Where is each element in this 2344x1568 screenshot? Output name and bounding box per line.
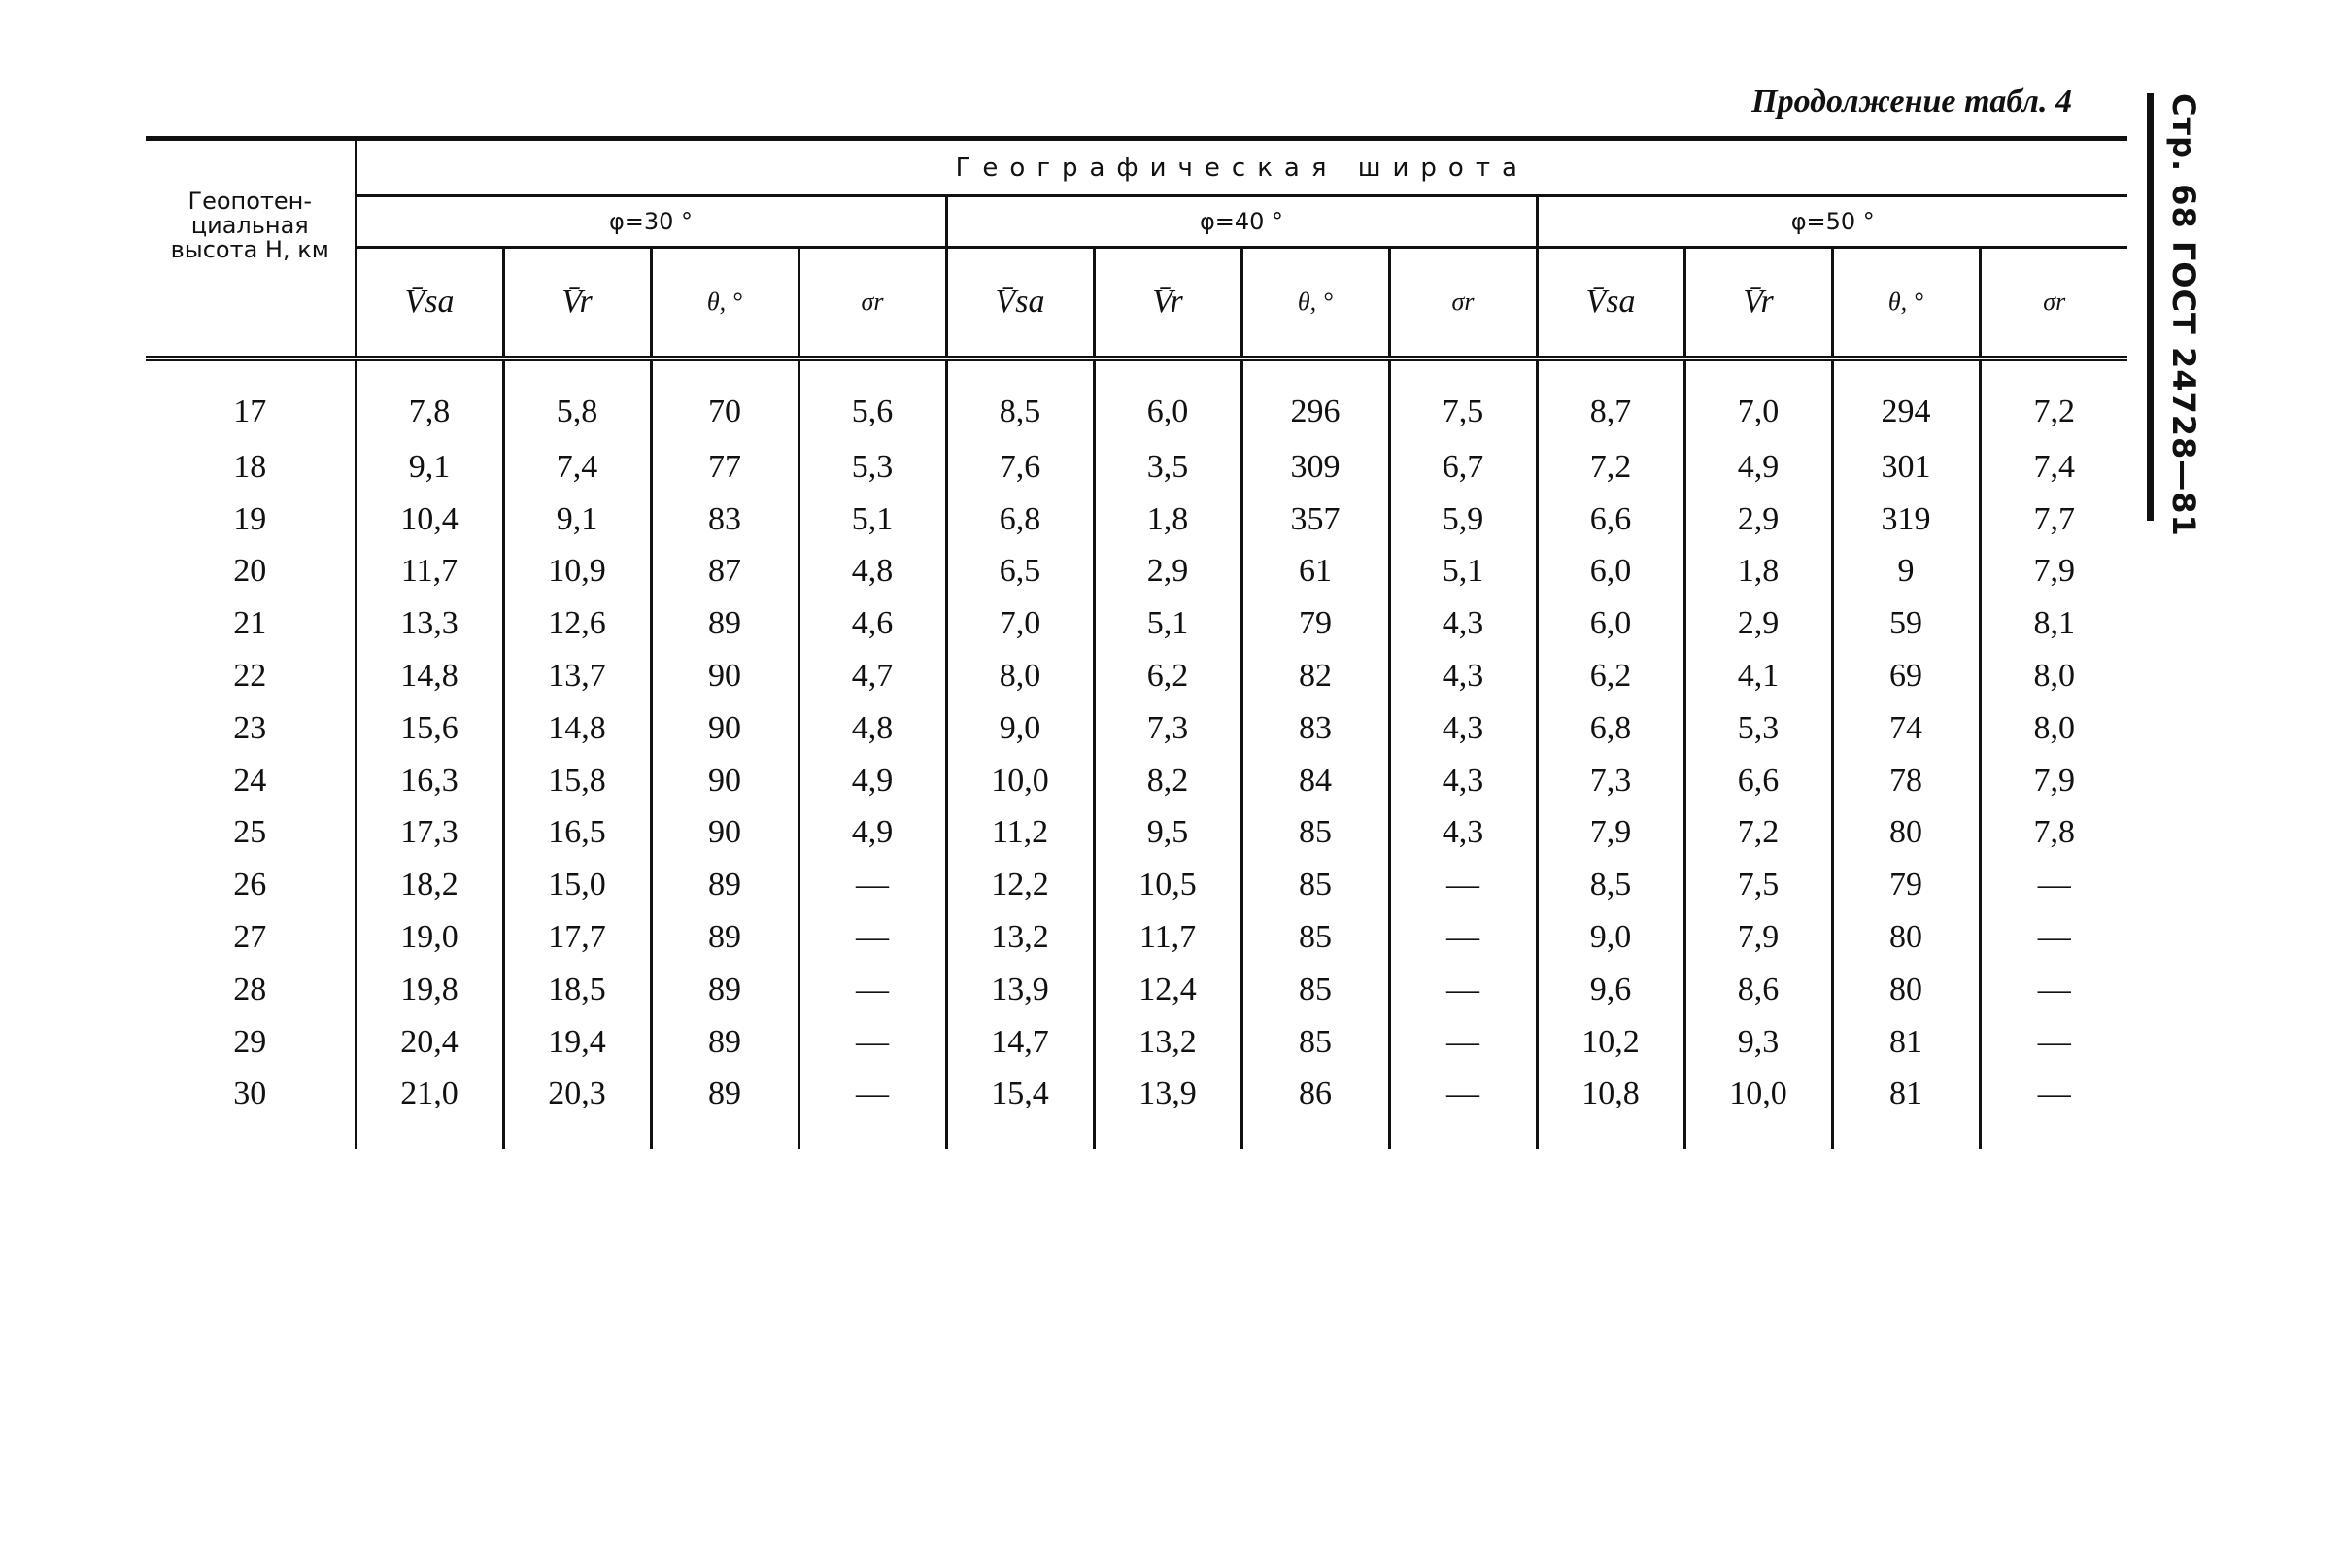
value-cell: 87: [651, 546, 798, 598]
spacer-cell: [1684, 1120, 1832, 1149]
value-cell: 19,4: [503, 1016, 651, 1069]
header-sigma: σr: [798, 248, 946, 359]
value-cell: 294: [1832, 358, 1980, 441]
value-cell: 10,8: [1537, 1069, 1684, 1121]
spacer-cell: [146, 1120, 356, 1149]
value-cell: 6,0: [1537, 546, 1684, 598]
value-cell: 4,9: [798, 755, 946, 807]
table-row: [146, 650, 2127, 702]
value-cell: 4,9: [1684, 441, 1832, 494]
value-cell: 13,7: [503, 650, 651, 702]
value-cell: 319: [1832, 494, 1980, 546]
value-cell: 2,9: [1094, 546, 1241, 598]
height-cell: 21: [146, 597, 356, 650]
value-cell: 10,9: [503, 546, 651, 598]
value-cell: 6,6: [1684, 755, 1832, 807]
value-cell: 14,7: [946, 1016, 1094, 1069]
value-cell: 21,0: [356, 1069, 503, 1121]
header-theta: θ, °: [1832, 248, 1980, 359]
spacer-cell: [356, 1120, 503, 1149]
value-cell: 10,0: [1684, 1069, 1832, 1121]
value-cell: 357: [1241, 494, 1389, 546]
value-cell: 6,2: [1537, 650, 1684, 702]
value-cell: 7,3: [1094, 702, 1241, 755]
value-cell: 5,1: [798, 494, 946, 546]
spacer-cell: [1832, 1120, 1980, 1149]
height-cell: 24: [146, 755, 356, 807]
value-cell: 81: [1832, 1069, 1980, 1121]
value-cell: 70: [651, 358, 798, 441]
value-cell: 16,3: [356, 755, 503, 807]
value-cell: 7,4: [2033, 448, 2075, 485]
value-cell: 12,4: [1094, 964, 1241, 1016]
table-row: [146, 546, 2127, 598]
value-cell: 86: [1241, 1069, 1389, 1121]
value-cell: 20,4: [356, 1016, 503, 1069]
value-cell: 79: [1241, 597, 1389, 650]
value-cell: 85: [1241, 807, 1389, 860]
spacer-cell: [651, 1120, 798, 1149]
header-lat-50: φ=50 °: [1537, 196, 2127, 248]
height-cell: 26: [146, 859, 356, 911]
table-row: [146, 755, 2127, 807]
value-cell: 9,5: [1094, 807, 1241, 860]
value-cell: 6,0: [1094, 358, 1241, 441]
value-cell: 5,3: [1684, 702, 1832, 755]
value-cell: 4,3: [1389, 702, 1537, 755]
value-cell: 7,5: [1684, 859, 1832, 911]
spacer-cell: [798, 1120, 946, 1149]
value-cell: 5,1: [1389, 546, 1537, 598]
height-cell: 18: [146, 441, 356, 494]
value-cell: 12,2: [946, 859, 1094, 911]
spacer-cell: [503, 1120, 651, 1149]
table-row: [146, 964, 2127, 1016]
value-cell: 15,0: [503, 859, 651, 911]
table-row: [146, 597, 2127, 650]
height-cell: 27: [146, 911, 356, 964]
value-cell: 17,7: [503, 911, 651, 964]
value-cell: 6,0: [1537, 597, 1684, 650]
spacer-cell: [1980, 1120, 2127, 1149]
value-cell: —: [2037, 867, 2071, 903]
value-cell: 81: [1832, 1016, 1980, 1069]
header-vr: V̄r: [1094, 248, 1241, 359]
value-cell: 9: [1832, 546, 1980, 598]
value-cell: —: [798, 911, 946, 964]
value-cell: 85: [1241, 964, 1389, 1016]
value-cell: 80: [1832, 911, 1980, 964]
height-cell: 23: [146, 702, 356, 755]
value-cell: —: [798, 859, 946, 911]
value-cell: 11,2: [946, 807, 1094, 860]
value-cell: 10,5: [1094, 859, 1241, 911]
value-cell: 19,0: [356, 911, 503, 964]
value-cell: —: [2037, 1023, 2071, 1060]
value-cell: 9,3: [1684, 1016, 1832, 1069]
value-cell: 6,8: [1537, 702, 1684, 755]
value-cell: 83: [1241, 702, 1389, 755]
value-cell: —: [1389, 1016, 1537, 1069]
value-cell: 5,3: [798, 441, 946, 494]
height-cell: 29: [146, 1016, 356, 1069]
height-cell: 30: [146, 1069, 356, 1121]
value-cell: 16,5: [503, 807, 651, 860]
table-row: [146, 807, 2127, 860]
value-cell: 12,6: [503, 597, 651, 650]
value-cell: 7,6: [946, 441, 1094, 494]
value-cell: 20,3: [503, 1069, 651, 1121]
table-end-spacer: [146, 1120, 2127, 1149]
value-cell: 8,5: [1537, 859, 1684, 911]
value-cell: 309: [1241, 441, 1389, 494]
table-body: [146, 358, 2127, 1149]
value-cell: 15,4: [946, 1069, 1094, 1121]
value-cell: 18,5: [503, 964, 651, 1016]
value-cell: —: [798, 1069, 946, 1121]
header-sigma: σr: [1389, 248, 1537, 359]
table-header: [146, 139, 2127, 359]
height-cell: 22: [146, 650, 356, 702]
value-cell: 19,8: [356, 964, 503, 1016]
value-cell: 8,5: [946, 358, 1094, 441]
value-cell: 4,8: [798, 546, 946, 598]
table-row: [146, 1016, 2127, 1069]
value-cell: 4,1: [1684, 650, 1832, 702]
value-cell: 15,6: [356, 702, 503, 755]
value-cell: 8,0: [2033, 658, 2075, 695]
value-cell: —: [1389, 964, 1537, 1016]
table-row: [146, 441, 2127, 494]
header-symbols-row: [146, 248, 2127, 359]
table-caption: Продолжение табл. 4: [1751, 84, 2072, 119]
value-cell: —: [798, 964, 946, 1016]
value-cell: —: [798, 1016, 946, 1069]
value-cell: 89: [651, 964, 798, 1016]
value-cell: —: [2037, 971, 2071, 1007]
value-cell: 89: [651, 597, 798, 650]
table-row: [146, 911, 2127, 964]
value-cell: 6,6: [1537, 494, 1684, 546]
value-cell: 11,7: [356, 546, 503, 598]
value-cell: 5,1: [1094, 597, 1241, 650]
header-theta: θ, °: [651, 248, 798, 359]
header-vr: V̄r: [1684, 248, 1832, 359]
header-theta: θ, °: [1241, 248, 1389, 359]
header-sigma: σr: [1980, 248, 2127, 359]
value-cell: 8,6: [1684, 964, 1832, 1016]
table-row: [146, 494, 2127, 546]
side-label-text: Стр. 68 ГОСТ 24728—81: [2165, 93, 2202, 537]
value-cell: 7,3: [1537, 755, 1684, 807]
value-cell: 85: [1241, 859, 1389, 911]
header-lat-30: φ=30 °: [356, 196, 946, 248]
header-height: Геопотен-циальная высота H, км: [146, 141, 356, 358]
value-cell: 90: [651, 755, 798, 807]
value-cell: 14,8: [356, 650, 503, 702]
value-cell: 4,3: [1389, 755, 1537, 807]
value-cell: 13,2: [946, 911, 1094, 964]
value-cell: 85: [1241, 911, 1389, 964]
value-cell: 18,2: [356, 859, 503, 911]
value-cell: 7,2: [1537, 441, 1684, 494]
height-cell: 17: [146, 358, 356, 441]
value-cell: 89: [651, 1069, 798, 1121]
value-cell: 4,9: [798, 807, 946, 860]
value-cell: 1,8: [1094, 494, 1241, 546]
value-cell: 82: [1241, 650, 1389, 702]
table-row: [146, 1069, 2127, 1121]
value-cell: 90: [651, 650, 798, 702]
value-cell: 13,3: [356, 597, 503, 650]
value-cell: 90: [651, 807, 798, 860]
value-cell: 14,8: [503, 702, 651, 755]
value-cell: 80: [1832, 964, 1980, 1016]
value-cell: 4,8: [798, 702, 946, 755]
header-lat-40: φ=40 °: [946, 196, 1537, 248]
value-cell: 8,0: [2033, 709, 2075, 746]
value-cell: 5,9: [1389, 494, 1537, 546]
value-cell: 3,5: [1094, 441, 1241, 494]
height-cell: 20: [146, 546, 356, 598]
header-vsa: V̄sa: [946, 248, 1094, 359]
value-cell: 7,9: [2033, 762, 2075, 799]
value-cell: 61: [1241, 546, 1389, 598]
value-cell: 5,6: [798, 358, 946, 441]
data-table: [146, 136, 2127, 1149]
spacer-cell: [1537, 1120, 1684, 1149]
value-cell: 7,2: [1684, 807, 1832, 860]
height-cell: 28: [146, 964, 356, 1016]
value-cell: 301: [1832, 441, 1980, 494]
value-cell: —: [1389, 911, 1537, 964]
value-cell: —: [2037, 1075, 2071, 1112]
value-cell: 13,2: [1094, 1016, 1241, 1069]
value-cell: 89: [651, 911, 798, 964]
value-cell: —: [1389, 1069, 1537, 1121]
value-cell: 13,9: [946, 964, 1094, 1016]
value-cell: 17,3: [356, 807, 503, 860]
value-cell: 7,9: [1537, 807, 1684, 860]
table-row: [146, 358, 2127, 441]
value-cell: 77: [651, 441, 798, 494]
value-cell: 296: [1241, 358, 1389, 441]
value-cell: 9,1: [503, 494, 651, 546]
value-cell: 7,8: [356, 358, 503, 441]
value-cell: 8,7: [1537, 358, 1684, 441]
value-cell: 80: [1832, 807, 1980, 860]
value-cell: 2,9: [1684, 494, 1832, 546]
value-cell: 9,6: [1537, 964, 1684, 1016]
value-cell: 13,9: [1094, 1069, 1241, 1121]
value-cell: 59: [1832, 597, 1980, 650]
value-cell: 4,3: [1389, 650, 1537, 702]
value-cell: 15,8: [503, 755, 651, 807]
value-cell: 85: [1241, 1016, 1389, 1069]
value-cell: 4,6: [798, 597, 946, 650]
value-cell: 69: [1832, 650, 1980, 702]
value-cell: 7,0: [1684, 358, 1832, 441]
value-cell: 90: [651, 702, 798, 755]
spacer-cell: [946, 1120, 1094, 1149]
value-cell: 7,7: [2033, 500, 2075, 537]
value-cell: —: [2037, 919, 2071, 956]
header-vsa: V̄sa: [1537, 248, 1684, 359]
value-cell: 89: [651, 859, 798, 911]
page-side-label: [2147, 93, 2202, 537]
value-cell: 7,0: [946, 597, 1094, 650]
value-cell: 4,3: [1389, 597, 1537, 650]
value-cell: 8,0: [946, 650, 1094, 702]
value-cell: 1,8: [1684, 546, 1832, 598]
value-cell: 9,0: [1537, 911, 1684, 964]
value-cell: 83: [651, 494, 798, 546]
height-cell: 19: [146, 494, 356, 546]
spacer-cell: [1094, 1120, 1241, 1149]
value-cell: 10,2: [1537, 1016, 1684, 1069]
value-cell: 7,8: [2033, 814, 2075, 851]
value-cell: 89: [651, 1016, 798, 1069]
value-cell: 8,1: [2033, 605, 2075, 642]
value-cell: 9,1: [356, 441, 503, 494]
value-cell: 78: [1832, 755, 1980, 807]
value-cell: 7,9: [2033, 553, 2075, 590]
header-latitude-group: Географическая широта: [356, 141, 2127, 196]
value-cell: 7,5: [1389, 358, 1537, 441]
value-cell: 7,9: [1684, 911, 1832, 964]
value-cell: —: [1389, 859, 1537, 911]
value-cell: 2,9: [1684, 597, 1832, 650]
value-cell: 6,8: [946, 494, 1094, 546]
value-cell: 10,4: [356, 494, 503, 546]
value-cell: 74: [1832, 702, 1980, 755]
spacer-cell: [1389, 1120, 1537, 1149]
height-cell: 25: [146, 807, 356, 860]
value-cell: 5,8: [503, 358, 651, 441]
value-cell: 9,0: [946, 702, 1094, 755]
value-cell: 8,2: [1094, 755, 1241, 807]
value-cell: 4,3: [1389, 807, 1537, 860]
value-cell: 11,7: [1094, 911, 1241, 964]
table-row: [146, 702, 2127, 755]
value-cell: 7,2: [2033, 393, 2075, 429]
table-row: [146, 859, 2127, 911]
value-cell: 6,7: [1389, 441, 1537, 494]
value-cell: 6,2: [1094, 650, 1241, 702]
value-cell: 6,5: [946, 546, 1094, 598]
value-cell: 79: [1832, 859, 1980, 911]
value-cell: 7,4: [503, 441, 651, 494]
header-vr: V̄r: [503, 248, 651, 359]
value-cell: 84: [1241, 755, 1389, 807]
value-cell: 10,0: [946, 755, 1094, 807]
header-vsa: V̄sa: [356, 248, 503, 359]
spacer-cell: [1241, 1120, 1389, 1149]
value-cell: 4,7: [798, 650, 946, 702]
